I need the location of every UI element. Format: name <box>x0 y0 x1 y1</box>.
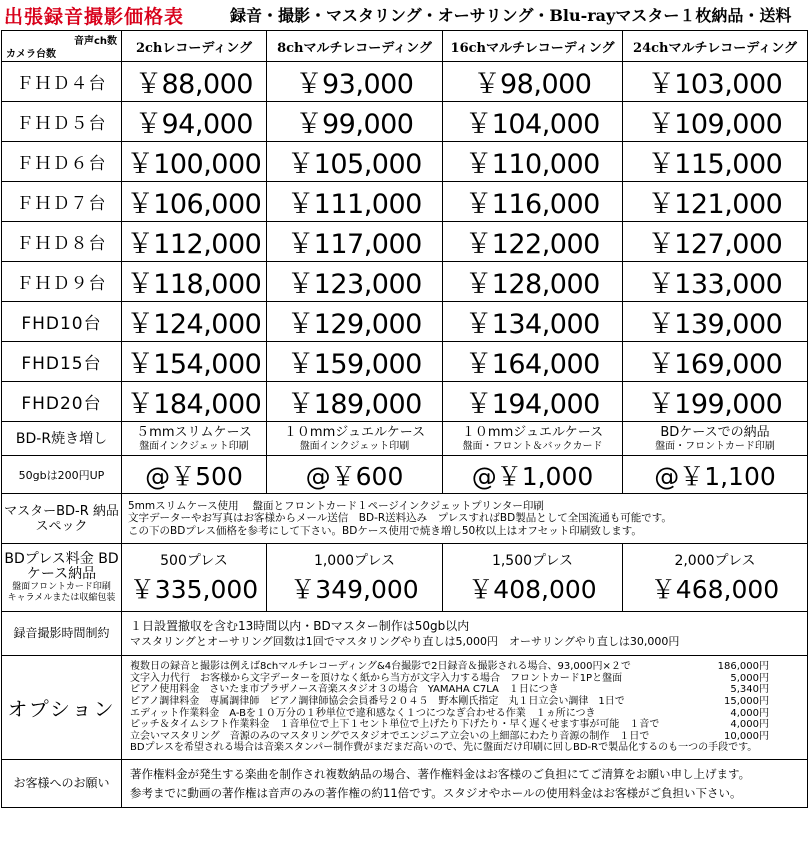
time-limit-label: 録音撮影時間制約 <box>2 612 122 656</box>
price-cell: ￥123,000 <box>267 262 443 302</box>
row-label: ＦＨＤ９台 <box>2 262 122 302</box>
row-label: ＦＨＤ５台 <box>2 102 122 142</box>
press-label-cell <box>2 544 122 612</box>
options-row <box>2 656 808 760</box>
bd-option-price: @￥500 <box>122 456 267 494</box>
option-amount: 5,340円 <box>730 684 769 696</box>
request-row <box>2 760 808 808</box>
option-text: 文字入力代行 お客様から文字データーを頂けなく紙から当方が文字入力する場合 フロントカード1Pと盤面 <box>130 672 623 684</box>
option-amount: 186,000円 <box>717 661 769 673</box>
request-line: 参考までに動画の著作権は音声のみの著作権の約11倍です。スタジオやホールの使用料金はお客様がご負担い下さい。 <box>130 785 742 800</box>
master-spec-line: この下のBDプレス価格を参考にして下さい。BDケース使用で焼き増し50枚以上はオフセット印刷致します。 <box>128 524 642 537</box>
press-option-name: 1,000プレス <box>313 552 396 569</box>
price-cell: ￥115,000 <box>623 142 808 182</box>
row-label: FHD20台 <box>2 382 122 422</box>
master-spec-row <box>2 494 808 544</box>
master-spec-label: マスターBD-R 納品スペック <box>2 494 122 544</box>
price-cell: ￥110,000 <box>443 142 623 182</box>
time-limit-row <box>2 612 808 656</box>
time-limit-line: マスタリングとオーサリング回数は1回でマスタリングやり直しは5,000円 オーサリングやり直しは30,000円 <box>130 634 680 648</box>
price-cell: ￥93,000 <box>267 62 443 102</box>
time-limit-line: １日設置撤収を含む13時間以内・BDマスター制作は50gb以内 <box>130 618 470 633</box>
option-item <box>130 742 799 754</box>
column-header: 8chマルチレコーディング <box>267 31 443 62</box>
request-line: 著作権料金が発生する楽曲を制作され複数納品の場合、著作権料金はお客様のご負担にてご清算をお願い申し上げます。 <box>130 766 751 781</box>
option-text: ピッチ＆タイムシフト作業料金 １音単位で上下１セント単位で上げたり下げたり・早く遅くせます事が可能 １音で <box>130 719 660 731</box>
press-option <box>122 544 267 612</box>
price-cell: ￥124,000 <box>122 302 267 342</box>
price-row <box>2 262 808 302</box>
price-cell: ￥117,000 <box>267 222 443 262</box>
bd-option-desc: 盤面・フロント＆バックカード <box>462 440 603 452</box>
bd-option-desc: 盤面インクジェット印刷 <box>299 440 410 452</box>
page-subtitle: 録音・撮影・マスタリング・オーサリング・Blu-rayマスター１枚納品・送料 <box>230 6 792 25</box>
price-cell: ￥98,000 <box>443 62 623 102</box>
option-item <box>130 684 799 696</box>
bd-option-price: @￥600 <box>267 456 443 494</box>
bd-burn-price-row <box>2 456 808 494</box>
option-text: ピアノ調律料金 専属調律師 ピアノ調律師協会会員番号２０４５ 野本剛氏指定 丸１日立会い調律 1日で <box>130 695 625 707</box>
option-amount: 5,000円 <box>730 672 769 684</box>
column-header: 24chマルチレコーディング <box>623 31 808 62</box>
price-cell: ￥189,000 <box>267 382 443 422</box>
row-label: ＦＨＤ６台 <box>2 142 122 182</box>
price-cell: ￥104,000 <box>443 102 623 142</box>
bd-option-desc: 盤面・フロントカード印刷 <box>655 440 775 452</box>
price-cell: ￥88,000 <box>122 62 267 102</box>
option-text: 複数日の録音と撮影は例えば8chマルチレコーディング&4台撮影で2日録音＆撮影される場合、93,000円×２で <box>130 661 631 673</box>
press-option <box>623 544 808 612</box>
price-cell: ￥109,000 <box>623 102 808 142</box>
press-label: BDプレス料金 BDケース納品 <box>4 550 119 582</box>
price-cell: ￥164,000 <box>443 342 623 382</box>
option-item <box>130 661 799 673</box>
price-row <box>2 382 808 422</box>
bd-option <box>443 422 623 456</box>
master-spec-line: 文字データーやお写真はお客様からメール送信 BD-R送料込み プレスすればBD製品として全国流通も可能です。 <box>128 512 672 525</box>
price-row <box>2 142 808 182</box>
bd-option-price: @￥1,000 <box>443 456 623 494</box>
bd-burn-name-row <box>2 422 808 456</box>
price-cell: ￥94,000 <box>122 102 267 142</box>
price-row <box>2 182 808 222</box>
price-cell: ￥134,000 <box>443 302 623 342</box>
price-cell: ￥103,000 <box>623 62 808 102</box>
option-item <box>130 673 799 685</box>
row-label: ＦＨＤ４台 <box>2 62 122 102</box>
price-cell: ￥129,000 <box>267 302 443 342</box>
price-cell: ￥106,000 <box>122 182 267 222</box>
price-row <box>2 302 808 342</box>
price-cell: ￥105,000 <box>267 142 443 182</box>
press-option-price: ￥335,000 <box>129 574 259 604</box>
option-text: ピアノ使用料金 さいたま市プラザノース音楽スタジオ３の場合 YAMAHA C7LA １日につき <box>130 684 559 696</box>
header <box>0 0 810 30</box>
press-option-name: 500プレス <box>160 552 228 569</box>
price-cell: ￥194,000 <box>443 382 623 422</box>
price-row <box>2 222 808 262</box>
option-item <box>130 708 799 720</box>
option-amount: 4,000円 <box>730 707 769 719</box>
options-label: オプション <box>2 656 122 760</box>
price-cell: ￥128,000 <box>443 262 623 302</box>
column-header: 2chレコーディング <box>122 31 267 62</box>
press-option-price: ￥349,000 <box>290 574 419 604</box>
press-sub2: キャラメルまたは収縮包装 <box>7 592 116 603</box>
bd-burn-sublabel: 50gbは200円UP <box>2 456 122 494</box>
option-item <box>130 696 799 708</box>
press-option-name: 1,500プレス <box>491 552 574 569</box>
price-cell: ￥154,000 <box>122 342 267 382</box>
master-spec-line: 5mmスリムケース使用 盤面とフロントカード１ページインクジェットプリンター印刷 <box>128 499 544 512</box>
press-option-name: 2,000プレス <box>674 552 756 569</box>
row-label: FHD10台 <box>2 302 122 342</box>
price-cell: ￥199,000 <box>623 382 808 422</box>
press-row <box>2 544 808 612</box>
option-item <box>130 731 799 743</box>
price-row <box>2 62 808 102</box>
row-label: ＦＨＤ８台 <box>2 222 122 262</box>
bd-option-desc: 盤面インクジェット印刷 <box>139 440 249 452</box>
price-cell: ￥127,000 <box>623 222 808 262</box>
corner-cell <box>2 31 122 62</box>
press-option <box>267 544 443 612</box>
camera-count-label: カメラ台数 <box>6 49 56 60</box>
price-cell: ￥133,000 <box>623 262 808 302</box>
row-label: ＦＨＤ７台 <box>2 182 122 222</box>
option-text: BDプレスを希望される場合は音楽スタンパー制作費がまだまだ高いので、先に盤面だけ印刷に回しBD-Rで製品化するのも一つの手段です。 <box>130 742 758 754</box>
option-text: 立会いマスタリング 音源のみのマスタリングでスタジオでエンジニア立会いの上細部にわたり音源の制作 １日で <box>130 730 650 742</box>
press-sub1: 盤面フロントカード印刷 <box>12 581 111 592</box>
price-cell: ￥111,000 <box>267 182 443 222</box>
bd-option <box>267 422 443 456</box>
price-cell: ￥112,000 <box>122 222 267 262</box>
bd-option-name: BDケースでの納品 <box>660 424 770 440</box>
request-text <box>122 760 808 808</box>
price-cell: ￥99,000 <box>267 102 443 142</box>
column-header-row <box>2 31 808 62</box>
audio-channels-label: 音声ch数 <box>73 36 117 47</box>
press-option-price: ￥408,000 <box>468 574 597 604</box>
bd-option-name: １０mmジュエルケース <box>283 424 426 440</box>
bd-option-name: １０mmジュエルケース <box>461 424 604 440</box>
bd-option-name: ５mmスリムケース <box>136 424 252 440</box>
press-option-price: ￥468,000 <box>650 574 780 604</box>
options-list <box>122 656 808 760</box>
price-table <box>1 30 808 808</box>
price-cell: ￥184,000 <box>122 382 267 422</box>
column-header: 16chマルチレコーディング <box>443 31 623 62</box>
row-label: FHD15台 <box>2 342 122 382</box>
option-amount: 4,000円 <box>730 719 769 731</box>
price-cell: ￥159,000 <box>267 342 443 382</box>
bd-option-price: @￥1,100 <box>623 456 808 494</box>
time-limit-text <box>122 612 808 656</box>
option-text: エディット作業料金 A-Bを１０万分の１秒単位で違和感なく１つにつなぎ合わせる作業 １ヵ所につき <box>130 707 596 719</box>
price-cell: ￥122,000 <box>443 222 623 262</box>
press-option <box>443 544 623 612</box>
bd-option <box>122 422 267 456</box>
option-item <box>130 719 799 731</box>
option-amount <box>769 742 799 754</box>
price-cell: ￥116,000 <box>443 182 623 222</box>
price-cell: ￥100,000 <box>122 142 267 182</box>
option-amount: 10,000円 <box>724 730 769 742</box>
price-cell: ￥121,000 <box>623 182 808 222</box>
bd-burn-label: BD-R焼き増し <box>2 422 122 456</box>
price-cell: ￥169,000 <box>623 342 808 382</box>
price-row <box>2 102 808 142</box>
price-cell: ￥139,000 <box>623 302 808 342</box>
bd-option <box>623 422 808 456</box>
price-row <box>2 342 808 382</box>
page-title: 出張録音撮影価格表 <box>4 6 185 28</box>
request-label: お客様へのお願い <box>2 760 122 808</box>
option-amount: 15,000円 <box>724 695 769 707</box>
master-spec-text <box>122 494 808 544</box>
price-cell: ￥118,000 <box>122 262 267 302</box>
